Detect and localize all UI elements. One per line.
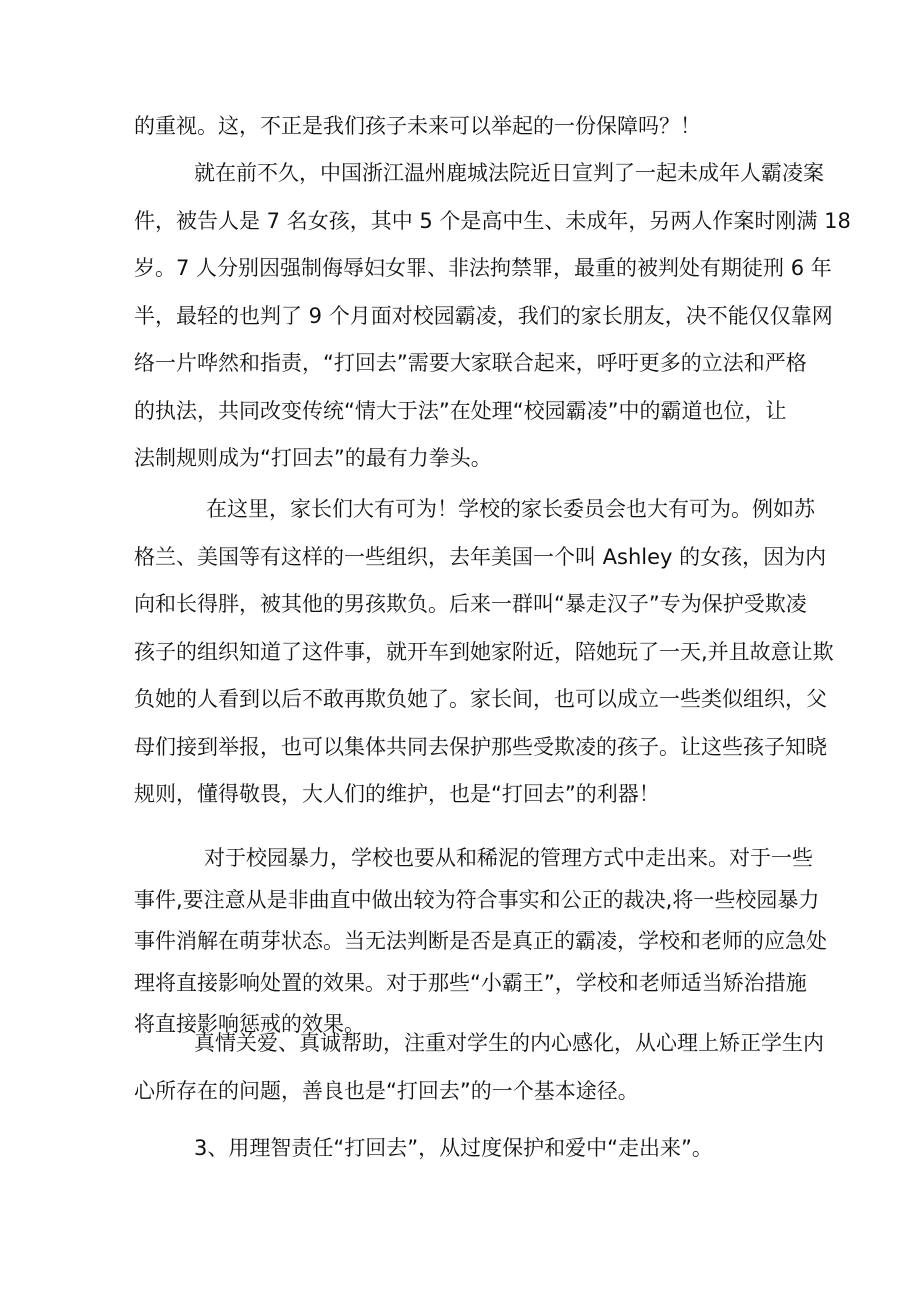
text-line: 将直接影响惩戒的效果。 [134,1012,365,1036]
text-line: 真情关爱、真诚帮助，注重对学生的内心感化，从心理上矫正学生内 [194,1031,824,1055]
text-line: 母们接到举报，也可以集体共同去保护那些受欺凌的孩子。让这些孩子知晓 [134,734,827,759]
text-line: 理将直接影响处置的效果。对于那些“小霸王”，学校和老师适当矫治措施 [134,970,807,995]
text-line: 岁。7 人分别因强制侮辱妇女罪、非法拘禁罪，最重的被判处有期徒刑 6 年 [134,256,832,280]
text-line: 法制规则成为“打回去”的最有力拳头。 [134,446,492,470]
paragraph-care [134,1020,824,1115]
text-line: 向和长得胖，被其他的男孩欺负。后来一群叫“暴走汉子”专为保护受欺凌 [134,592,807,616]
text-line: 孩子的组织知道了这件事，就开车到她家附近，陪她玩了一天,并且故意让欺 [134,639,834,664]
paragraph-parents-role [134,486,834,819]
text-line: 的执法，共同改变传统“情大于法”在处理“校园霸凌”中的霸道也位，让 [134,398,787,423]
paragraph-court-case [134,150,851,483]
text-line: 半，最轻的也判了 9 个月面对校园霸凌，我们的家长朋友，决不能仅仅靠网 [134,303,833,328]
text-line: 3、用理智责任“打回去”，从过度保护和爱中“走出来”。 [194,1136,713,1160]
paragraph-school-management [134,838,827,1046]
section-heading-3 [134,1125,794,1173]
text-line: 在这里，家长们大有可为！学校的家长委员会也大有可为。例如苏 [206,497,815,521]
text-line: 规则，懂得敬畏，大人们的维护，也是“打回去”的利器！ [134,782,660,806]
text-line: 的重视。这，不正是我们孩子未来可以举起的一份保障吗？！ [134,114,701,138]
text-line: 件，被告人是 7 名女孩，其中 5 个是高中生、未成年，另两人作案时刚满 18 [134,208,851,233]
text-line: 络一片哗然和指责，“打回去”需要大家联合起来，呼吁更多的立法和严格 [134,351,807,375]
text-line: 就在前不久，中国浙江温州鹿城法院近日宣判了一起未成年人霸凌案 [194,161,824,185]
text-line: 对于校园暴力，学校也要从和稀泥的管理方式中走出来。对于一些 [204,846,813,870]
text-line: 心所存在的问题，善良也是“打回去”的一个基本途径。 [134,1078,639,1103]
text-line: 负她的人看到以后不敢再欺负她了。家长间，也可以成立一些类似组织，父 [134,687,827,711]
text-line: 事件,要注意从是非曲直中做出较为符合事实和公正的裁决,将一些校园暴力 [134,887,820,912]
paragraph-continuation [134,103,794,151]
text-line: 事件消解在萌芽状态。当无法判断是否是真正的霸凌，学校和老师的应急处 [134,929,827,953]
text-line: 格兰、美国等有这样的一些组织，去年美国一个叫 Ashley 的女孩，因为内 [134,544,827,569]
